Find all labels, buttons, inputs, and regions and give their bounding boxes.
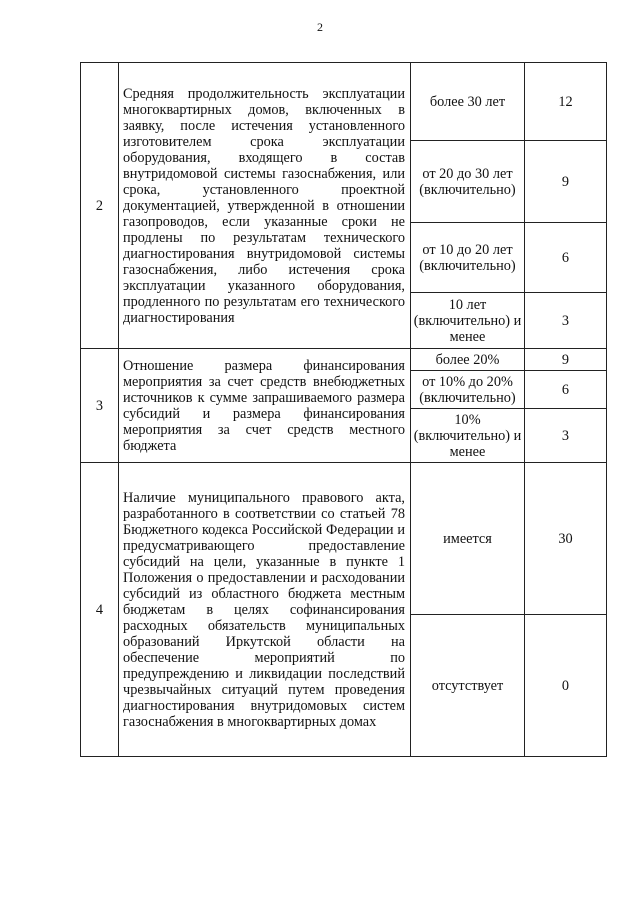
option-score: 9 bbox=[525, 141, 607, 223]
criterion-text: Наличие муниципального правового акта, разработанного в соответствии со статьей 78 Бюджетного кодекса Российской Федерации и предусматривающего предоставление субсидий на цели, указанные в пункте 1 Положения о предоставлении и расходовании субсидий из областного бюджета местным бюджетам в целях софинансирования расходных обязательств муниципальных образований Иркутской области на обеспечение мероприятий по предупреждению и ликвидации последствий чрезвычайных ситуаций путем проведения диагностирования внутридомовых систем газоснабжения в многоквартирных домах bbox=[119, 463, 411, 757]
table-row bbox=[81, 463, 607, 615]
option-score: 3 bbox=[525, 293, 607, 349]
option-value: от 20 до 30 лет (включительно) bbox=[411, 141, 525, 223]
option-value: 10% (включительно) и менее bbox=[411, 409, 525, 463]
option-value: от 10% до 20% (включительно) bbox=[411, 371, 525, 409]
option-value: от 10 до 20 лет (включительно) bbox=[411, 223, 525, 293]
option-score: 30 bbox=[525, 463, 607, 615]
criteria-table bbox=[80, 62, 607, 757]
row-number: 4 bbox=[81, 463, 119, 757]
option-score: 6 bbox=[525, 223, 607, 293]
criterion-text: Средняя продолжительность эксплуатации многоквартирных домов, включенных в заявку, после истечения установленного изготовителем срока эксплуатации оборудования, входящего в состав внутридомовой системы газоснабжения, или срока, установленного проектной документацией, утвержденной в отношении газопроводов, если указанные сроки не продлены по результатам технического диагностирования внутридомовой системы газоснабжения, либо истечения срока эксплуатации указанного оборудования, продленного по результатам его технического диагностирования bbox=[119, 63, 411, 349]
option-score: 9 bbox=[525, 349, 607, 371]
page-number: 2 bbox=[317, 20, 323, 34]
option-value: 10 лет (включительно) и менее bbox=[411, 293, 525, 349]
option-value: отсутствует bbox=[411, 615, 525, 757]
row-number: 2 bbox=[81, 63, 119, 349]
row-number: 3 bbox=[81, 349, 119, 463]
criterion-text: Отношение размера финансирования мероприятия за счет средств внебюджетных источников к сумме запрашиваемого размера субсидий и размера финансирования мероприятия за счет средств местного бюджета bbox=[119, 349, 411, 463]
option-value: более 20% bbox=[411, 349, 525, 371]
option-score: 3 bbox=[525, 409, 607, 463]
table-row bbox=[81, 349, 607, 371]
option-value: более 30 лет bbox=[411, 63, 525, 141]
table-row bbox=[81, 63, 607, 141]
option-score: 12 bbox=[525, 63, 607, 141]
option-score: 6 bbox=[525, 371, 607, 409]
option-score: 0 bbox=[525, 615, 607, 757]
option-value: имеется bbox=[411, 463, 525, 615]
